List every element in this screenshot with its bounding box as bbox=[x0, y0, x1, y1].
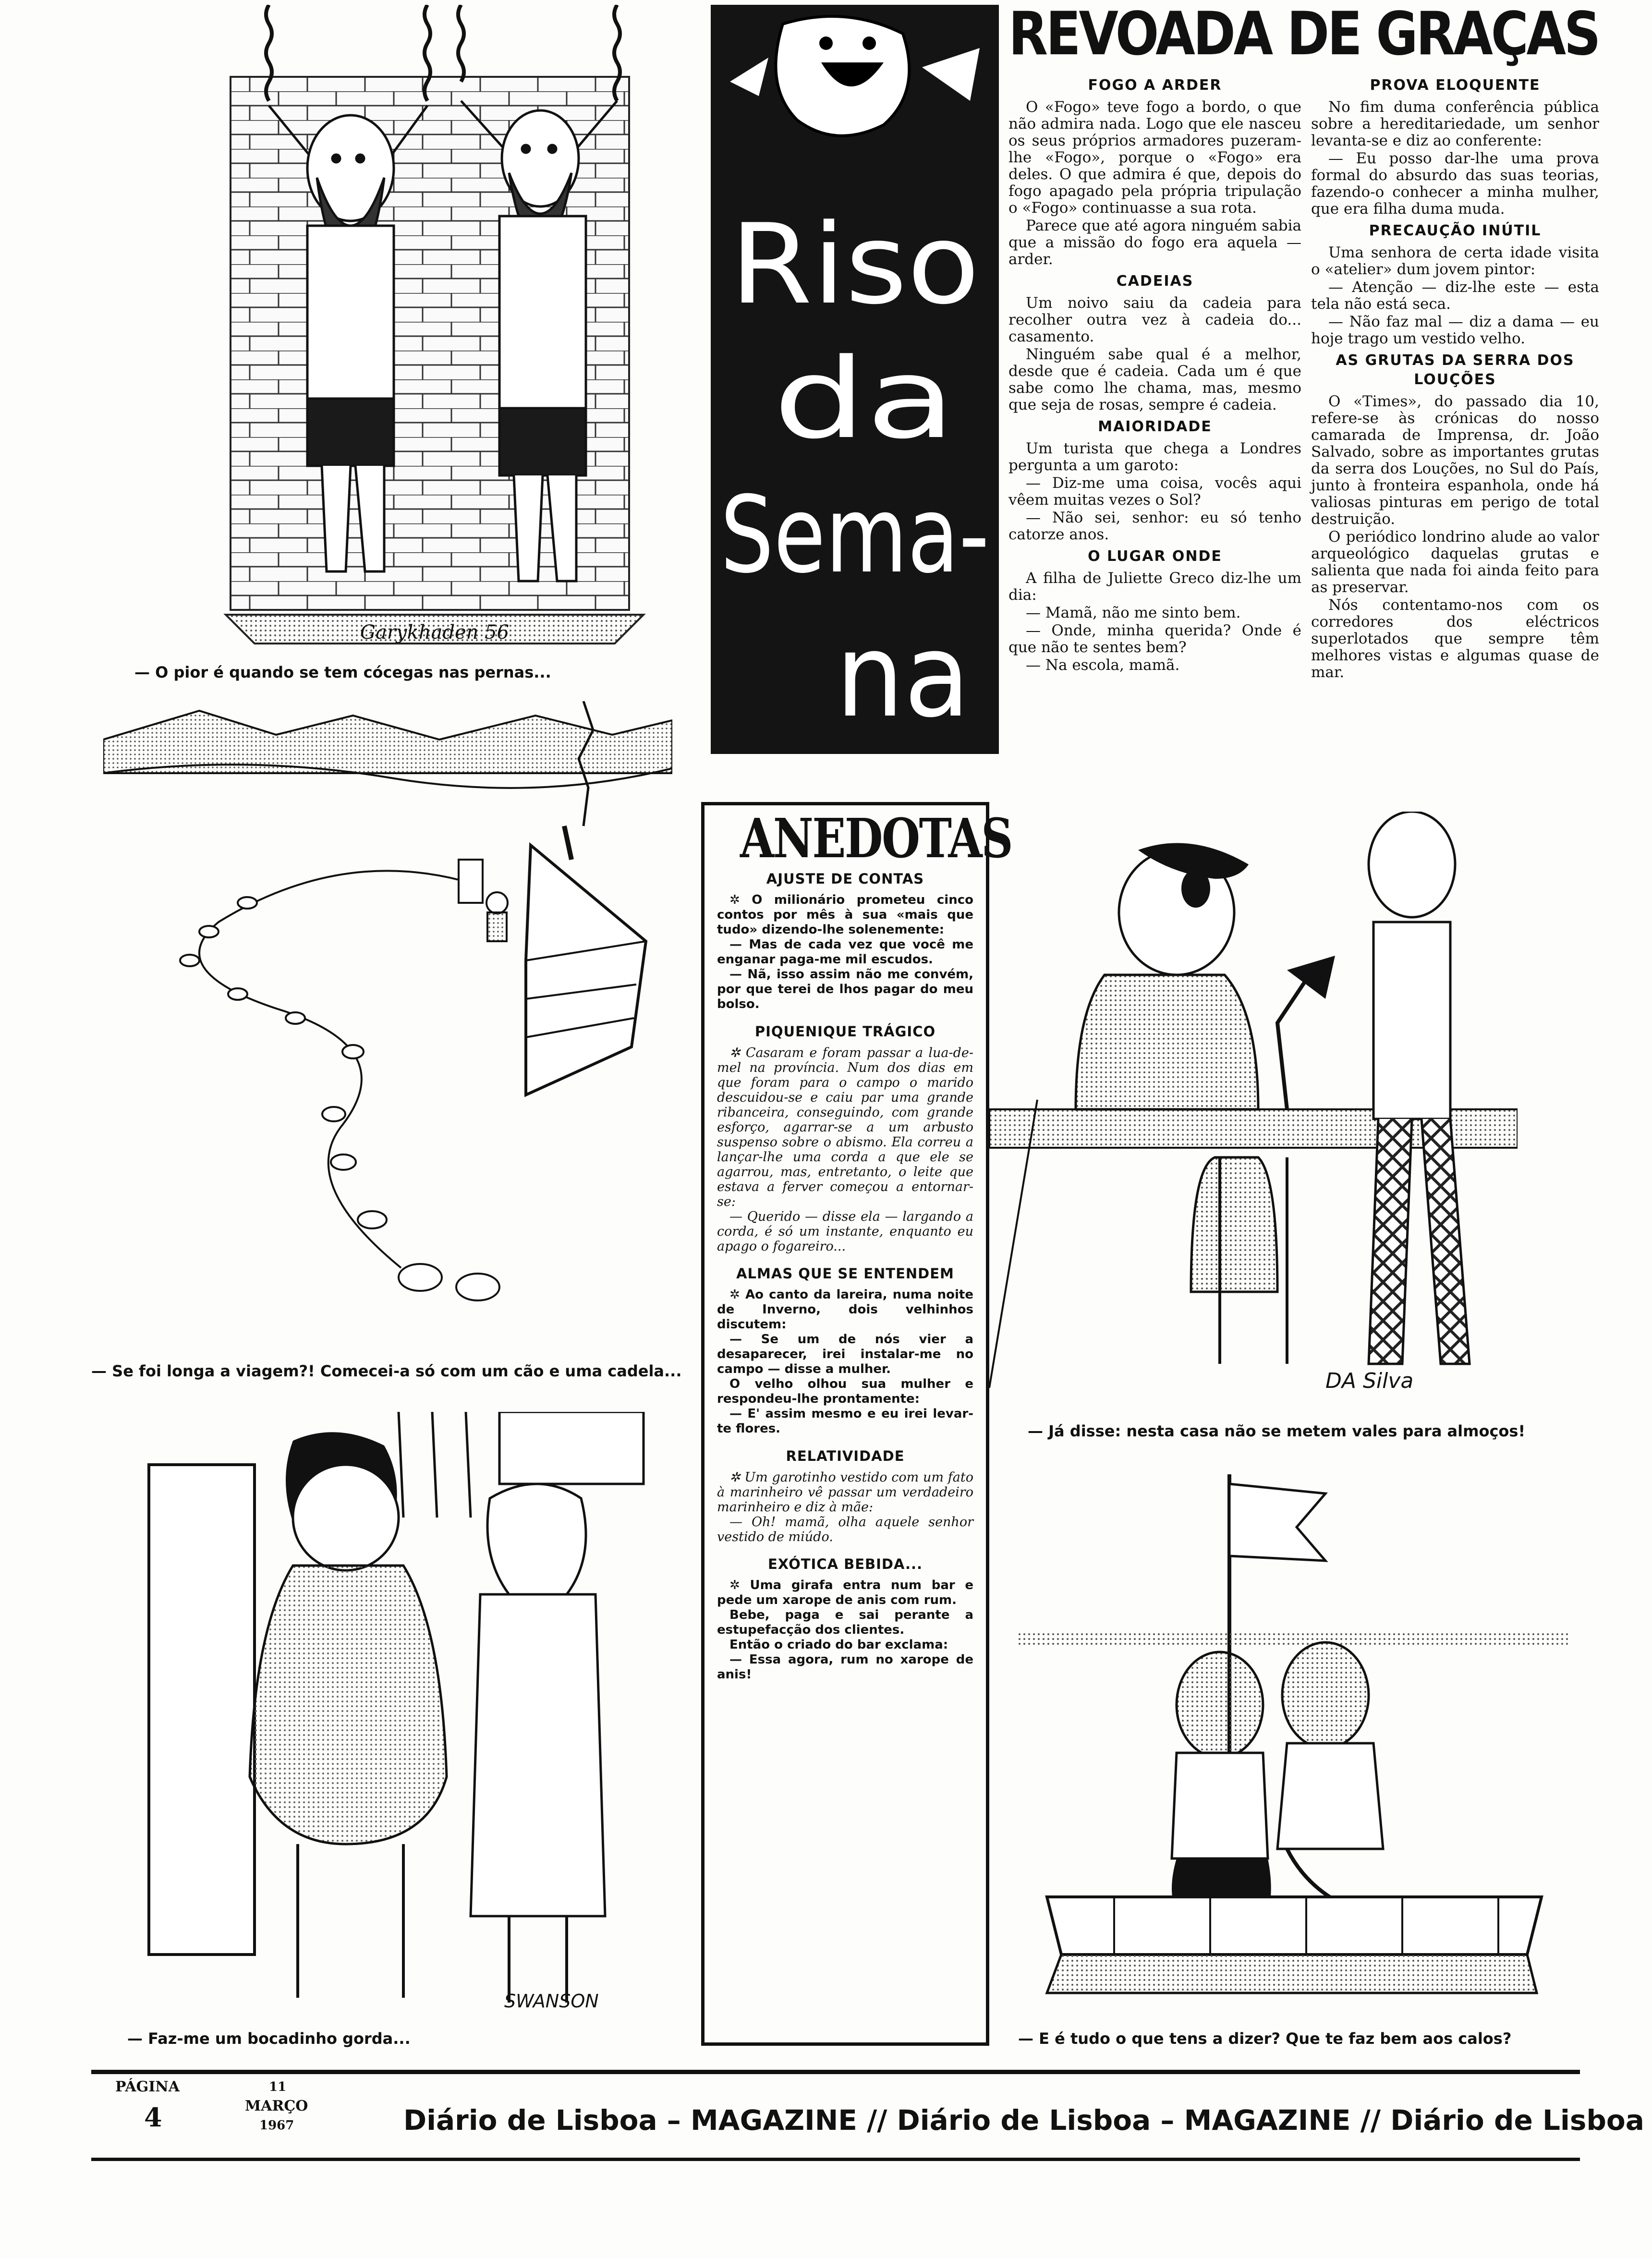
maioridade-paragraph-1: Um turista que chega a Londres pergunta a um garoto: bbox=[1008, 440, 1301, 474]
date-month: MARÇO bbox=[245, 2098, 308, 2114]
grutas-paragraph-1: O «Times», do passado dia 10, refere-se às crónicas do nosso camarada de Imprensa, dr. João Salvado, sobre as importantes grutas da serra dos Louções, no Sul do País, junto à fronteira espanhola, onde há valiosas pinturas em perigo de total destruição. bbox=[1311, 393, 1599, 528]
exotica-paragraph-3: Então o criado do bar exclama: bbox=[729, 1638, 948, 1652]
piquenique-paragraph-2: — Querido — disse ela — largando a corda, é só um instante, enquanto eu apago o fogareiro... bbox=[717, 1209, 973, 1254]
prisoners-caption: — O pior é quando se tem cócegas nas pernas... bbox=[134, 663, 551, 681]
relatividade-paragraph-1: ✲ Um garotinho vestido com um fato à marinheiro vê passar um verdadeiro marinheiro e diz à mãe: bbox=[717, 1470, 973, 1515]
almas-heading: ALMAS QUE SE ENTENDEM bbox=[736, 1265, 954, 1282]
grutas-heading: AS GRUTAS DA SERRA DOS LOUÇÕES bbox=[1336, 352, 1575, 388]
woman-caption: — Faz-me um bocadinho gorda... bbox=[127, 2029, 411, 2048]
exotica-paragraph-1: ✲ Uma girafa entra num bar e pede um xarope de anis com rum. bbox=[717, 1578, 973, 1607]
exotica-paragraph-2: Bebe, paga e sai perante a estupefacção dos clientes. bbox=[717, 1608, 973, 1637]
lugar-heading: O LUGAR ONDE bbox=[1088, 548, 1222, 565]
lugar-paragraph-3: — Onde, minha querida? Onde é que não te sentes bem? bbox=[1008, 622, 1301, 656]
riso-da-semana-artwork bbox=[711, 5, 999, 754]
ajuste-paragraph-1: ✲ O milionário prometeu cinco contos por mês à sua «mais que tudo» dizendo-lhe solenemente: bbox=[717, 893, 973, 937]
revoada-left-column bbox=[1008, 72, 1301, 675]
cadeias-paragraph-2: Ninguém sabe qual é a melhor, desde que é cadeia. Cada um é que sabe como lhe chama, mas, mesmo que seja de rosas, sempre é cadeia. bbox=[1008, 346, 1301, 413]
almas-paragraph-3: O velho olhou sua mulher e respondeu-lhe prontamente: bbox=[717, 1377, 973, 1406]
raft-illustration bbox=[1018, 1474, 1570, 2022]
riso-title-line-3: Sema- bbox=[720, 474, 989, 596]
precaucao-heading: PRECAUÇÃO INÚTIL bbox=[1369, 222, 1542, 239]
cadeias-paragraph-1: Um noivo saiu da cadeia para recolher outra vez à cadeia do... casamento. bbox=[1008, 294, 1301, 345]
clerk-caption: — Já disse: nesta casa não se metem vales para almoços! bbox=[1028, 1422, 1526, 1440]
grutas-paragraph-3: Nós contentamo-nos com os corredores dos eléctricos superlotados que sempre têm melhores vistas e algumas quase de mar. bbox=[1311, 596, 1599, 681]
page-number: 4 bbox=[144, 2102, 162, 2133]
anedotas-box bbox=[701, 802, 1012, 2046]
maioridade-paragraph-2: — Diz-me uma coisa, vocês aqui vêem muitas vezes o Sol? bbox=[1008, 474, 1301, 509]
lugar-paragraph-1: A filha de Juliette Greco diz-lhe um dia: bbox=[1008, 570, 1301, 604]
laughing-face-icon bbox=[730, 16, 980, 136]
page-label: PÁGINA bbox=[115, 2078, 180, 2095]
date-day: 11 bbox=[269, 2080, 287, 2094]
revoada-right-column bbox=[1311, 72, 1599, 682]
clerk-cartoon bbox=[989, 812, 1518, 1402]
exotica-heading: EXÓTICA BEBIDA... bbox=[767, 1556, 923, 1572]
woman-cartoon bbox=[134, 1412, 653, 2017]
footer-rule-bottom bbox=[91, 2158, 1580, 2161]
riso-title-line-1: Riso bbox=[730, 201, 980, 329]
ajuste-paragraph-2: — Mas de cada vez que você me enganar paga-me mil escudos. bbox=[717, 937, 973, 967]
maioridade-paragraph-3: — Não sei, senhor: eu só tenho catorze anos. bbox=[1008, 509, 1301, 543]
revoada-title: REVOADA DE GRAÇAS bbox=[1008, 0, 1599, 69]
fogo-paragraph-1: O «Fogo» teve fogo a bordo, o que não admira nada. Logo que ele nasceu os seus próprios armadores puzeram-lhe «Fogo», porque o «Fogo» era deles. O que admira é que, depois do fogo apagado pela própria tripulação o «Fogo» continuasse a sua rota. bbox=[1008, 98, 1301, 217]
ajuste-heading: AJUSTE DE CONTAS bbox=[766, 871, 924, 887]
almas-paragraph-2: — Se um de nós vier a desaparecer, irei instalar-me no campo — disse a mulher. bbox=[717, 1332, 973, 1376]
exotica-paragraph-4: — Essa agora, rum no xarope de anis! bbox=[717, 1652, 973, 1682]
almas-paragraph-1: ✲ Ao canto da lareira, numa noite de Inverno, dois velhinhos discutem: bbox=[717, 1287, 973, 1332]
sled-caption: — Se foi longa a viagem?! Comecei-a só com um cão e uma cadela... bbox=[91, 1362, 682, 1380]
prisoners-cartoon bbox=[134, 5, 668, 658]
magazine-banner: Diário de Lisboa – MAGAZINE // Diário de Lisboa – MAGAZINE // Diário de Lisboa bbox=[403, 2104, 1644, 2137]
sled-illustration bbox=[103, 701, 672, 1349]
sled-cartoon bbox=[103, 701, 672, 1349]
piquenique-heading: PIQUENIQUE TRÁGICO bbox=[754, 1023, 936, 1040]
clerk-illustration bbox=[989, 812, 1518, 1402]
waiter-signature: DA Silva bbox=[1325, 1369, 1414, 1393]
raft-caption: — E é tudo o que tens a dizer? Que te faz bem aos calos? bbox=[1018, 2029, 1512, 2048]
cadeias-heading: CADEIAS bbox=[1116, 273, 1194, 290]
grutas-paragraph-2: O periódico londrino alude ao valor arqueológico daquelas grutas e salienta que nada foi ainda feito para as preservar. bbox=[1311, 528, 1599, 596]
precaucao-paragraph-1: Uma senhora de certa idade visita o «atelier» dum jovem pintor: bbox=[1311, 244, 1599, 278]
piquenique-paragraph-1: ✲ Casaram e foram passar a lua-de-mel na província. Num dos dias em que foram para o campo o marido descuidou-se e caiu par uma grande ribanceira, conseguindo, com grande esforço, agarrar-se a um arbusto suspenso sobre o abismo. Ela correu a lançar-lhe uma corda a que ele se agarrou, mas, entretanto, o leite que estava a ferver começou a entornar-se: bbox=[717, 1045, 973, 1209]
woman-illustration bbox=[134, 1412, 653, 2017]
almas-paragraph-4: — E' assim mesmo e eu irei levar-te flores. bbox=[717, 1407, 973, 1436]
footer-rule-top bbox=[91, 2070, 1580, 2074]
riso-title-line-4: na bbox=[836, 608, 970, 743]
riso-da-semana-banner bbox=[711, 5, 999, 754]
prova-heading: PROVA ELOQUENTE bbox=[1370, 77, 1541, 94]
riso-title-line-2: da bbox=[773, 335, 956, 463]
prisoners-signature: Garykhaden 56 bbox=[360, 621, 510, 644]
prova-paragraph-2: — Eu posso dar-lhe uma prova formal do absurdo das suas teorias, fazendo-o conhecer a minha mulher, que era filha duma muda. bbox=[1311, 150, 1599, 218]
prova-paragraph-1: No fim duma conferência pública sobre a hereditariedade, um senhor levanta-se e diz ao conferente: bbox=[1311, 98, 1599, 149]
precaucao-paragraph-3: — Não faz mal — diz a dama — eu hoje trago um vestido velho. bbox=[1311, 313, 1599, 347]
relatividade-heading: RELATIVIDADE bbox=[786, 1448, 905, 1464]
fogo-heading: FOGO A ARDER bbox=[1088, 77, 1222, 94]
date-year: 1967 bbox=[259, 2118, 294, 2133]
fogo-paragraph-2: Parece que até agora ninguém sabia que a missão do fogo era aquela — arder. bbox=[1008, 217, 1301, 268]
raft-cartoon bbox=[1018, 1474, 1570, 2022]
lugar-paragraph-4: — Na escola, mamã. bbox=[1026, 656, 1180, 674]
precaucao-paragraph-2: — Atenção — diz-lhe este — esta tela não está seca. bbox=[1311, 279, 1599, 313]
relatividade-paragraph-2: — Oh! mamã, olha aquele senhor vestido de miúdo. bbox=[717, 1515, 973, 1544]
lugar-paragraph-2: — Mamã, não me sinto bem. bbox=[1026, 604, 1241, 621]
anedotas-title: ANEDOTAS bbox=[740, 807, 1012, 870]
prisoners-illustration bbox=[134, 5, 668, 658]
maioridade-heading: MAIORIDADE bbox=[1098, 418, 1212, 435]
ajuste-paragraph-3: — Nã, isso assim não me convém, por que terei de lhos pagar do meu bolso. bbox=[717, 967, 973, 1011]
woman-signature: SWANSON bbox=[504, 1991, 599, 2012]
